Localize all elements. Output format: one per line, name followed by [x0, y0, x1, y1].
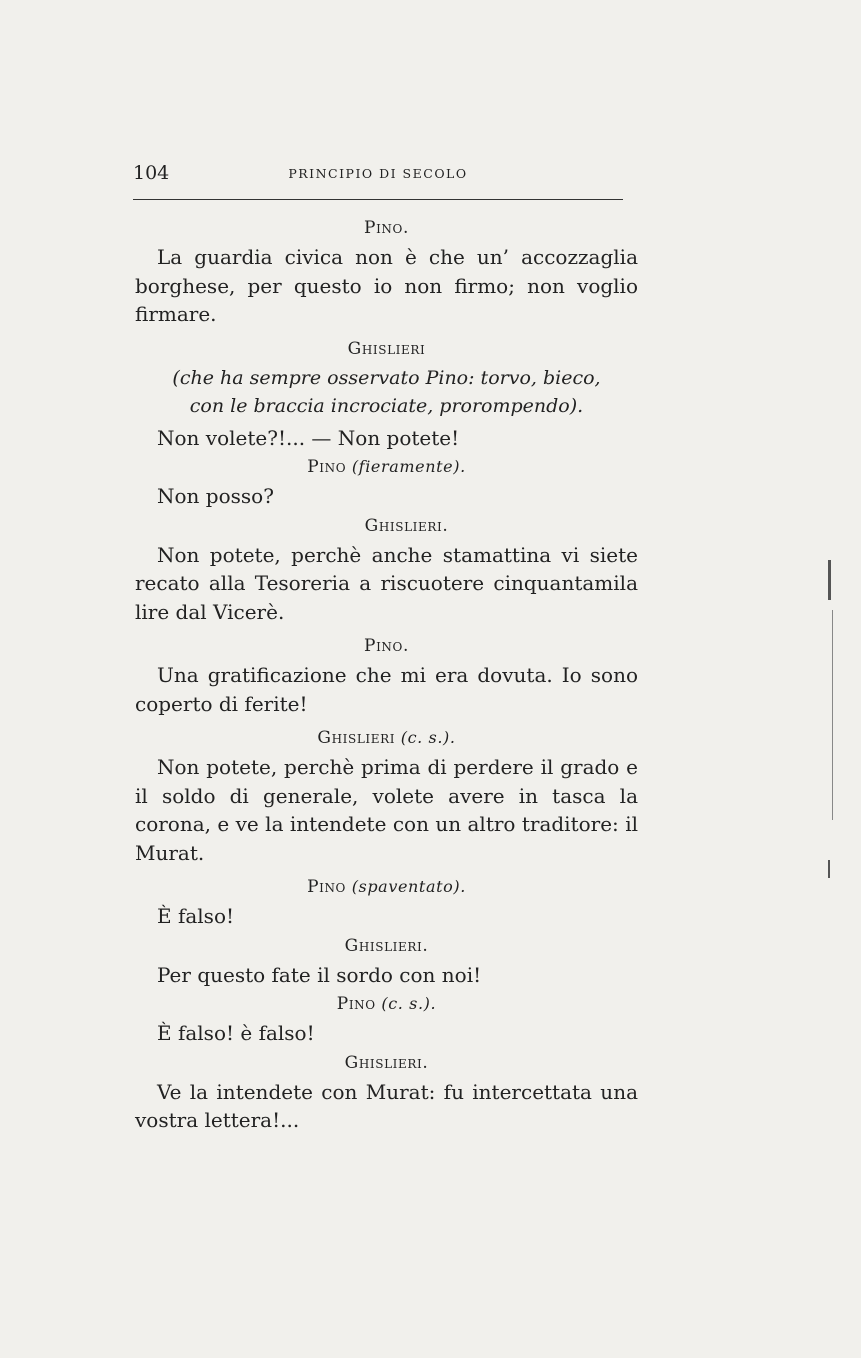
dialogue-line: Non potete, perchè anche stamattina vi siete recato alla Tesoreria a riscuotere cinquantamila lire dal Vicerè. — [135, 542, 638, 624]
stage-direction: (c. s.). — [381, 994, 437, 1013]
speaker-name: Ghislieri — [347, 338, 426, 359]
dialogue-line: Non volete?!... — Non potete! — [157, 425, 460, 450]
margin-line-mark — [832, 610, 833, 820]
running-title: PRINCIPIO DI SECOLO — [288, 166, 468, 181]
speaker-name: Pino (c. s.). — [336, 994, 437, 1014]
header-rule — [133, 199, 623, 200]
speaker-name: Pino (fieramente). — [307, 457, 466, 477]
dialogue-line: La guardia civica non è che un’ accozzaglia borghese, per questo io non firmo; non voglio firmare. — [135, 245, 638, 326]
dialogue-line: Ve la intendete con Murat: fu intercettata una vostra lettera!... — [135, 1079, 638, 1132]
dialogue-line: È falso! — [157, 904, 235, 928]
dialogue-line: Per questo fate il sordo con noi! — [157, 962, 482, 987]
speaker-name: Ghislieri. — [344, 935, 429, 956]
margin-bracket-mark — [828, 560, 831, 600]
speaker-name: Ghislieri. — [364, 515, 449, 536]
stage-direction: (spaventato). — [351, 877, 466, 896]
stage-direction: (fieramente). — [351, 457, 466, 476]
speaker-name: Ghislieri (c. s.). — [317, 728, 456, 748]
play-text — [135, 213, 638, 1135]
speaker-name: Ghislieri. — [344, 1052, 429, 1073]
dialogue-line: È falso! è falso! — [157, 1021, 315, 1045]
page-header — [133, 162, 623, 190]
speaker-name: Pino. — [364, 218, 409, 238]
dialogue-line: Non potete, perchè prima di perdere il grado e il soldo di generale, volete avere in tasca la corona, e ve la intendete con un altro traditore: il Murat. — [135, 755, 638, 865]
speaker-name: Pino (spaventato). — [307, 877, 466, 897]
speaker-name: Pino. — [364, 636, 409, 656]
dialogue-line: Una gratificazione che mi era dovuta. Io sono coperto di ferite! — [135, 663, 638, 716]
dialogue-line: Non posso? — [157, 484, 274, 508]
stage-direction: (che ha sempre osservato Pino: torvo, bieco, con le braccia incrociate, prorompendo). — [172, 366, 601, 417]
margin-tick-mark — [828, 860, 830, 878]
page-number: 104 — [133, 162, 170, 184]
stage-direction: (c. s.). — [400, 728, 456, 747]
